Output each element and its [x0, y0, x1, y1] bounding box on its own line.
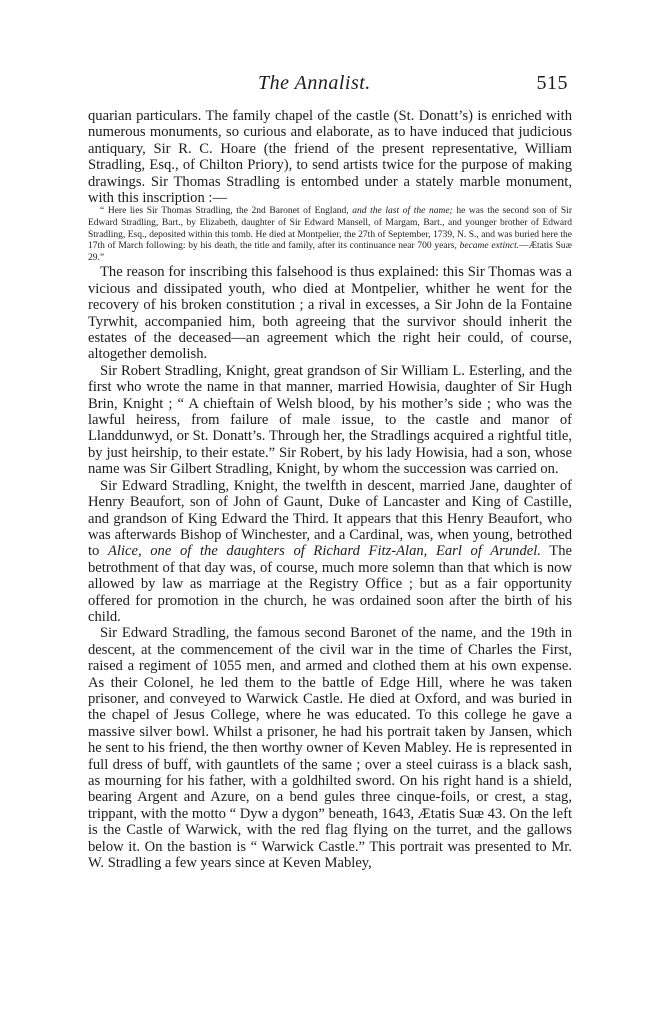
page-number: 515: [536, 72, 568, 94]
running-title: The Annalist.: [258, 72, 371, 94]
book-page: [88, 72, 572, 871]
paragraph-sir-robert: Sir Robert Stradling, Knight, great grandson of Sir William L. Esterling, and the first who wrote the name in that manner, married Howisia, daughter of Sir Hugh Brin, Knight ; “ A chieftain of Welsh blood, by his mother’s side ; who was the lawful heiress, from failure of male issue, to the castle and manor of Llanddunwyd, or St. Donatt’s. Through her, the Stradlings acquired a rightful title, by just heirship, to their estate.” Sir Robert, by his lady Howisia, had a son, whose name was Sir Gilbert Stradling, Knight, by whom the succession was carried on.: [88, 362, 572, 478]
inscription-italic-b: became extinct.: [459, 241, 520, 252]
edward-text-italic: Alice, one of the daughters of Richard Fitz-Alan, Earl of Arundel.: [108, 543, 541, 560]
body-text: [88, 108, 572, 871]
inscription-text-c: —Ætatis Suæ 29.”: [88, 241, 573, 263]
inscription-italic-a: and the last of the name;: [352, 206, 453, 217]
edward-text-after: The betrothment of that day was, of course, much more solemn than that which is now allowed by law as marriage at the Registry Office ; but as a fair opportunity offered for promotion in the church, he was ordained soon after the birth of his child.: [88, 543, 573, 625]
paragraph-falsehood: The reason for inscribing this falsehood is thus explained: this Sir Thomas was a vicious and dissipated youth, who died at Montpelier, whither he went for the recovery of his broken constitution ; a rival in excesses, a Sir John de la Fontaine Tyrwhit, accompanied him, both agreeing that the survivor should inherit the estates of the deceased—an agreement which the right heir could, of course, altogether demolish.: [88, 264, 572, 363]
inscription-text-a: “ Here lies Sir Thomas Stradling, the 2nd Baronet of England,: [100, 206, 353, 217]
paragraph-second-baronet: Sir Edward Stradling, the famous second Baronet of the name, and the 19th in descent, at the commencement of the civil war in the time of Charles the First, raised a regiment of 1055 men, and armed and clothed them at his own expense. As their Colonel, he led them to the battle of Edge Hill, where he was taken prisoner, and conveyed to Warwick Castle. He died at Oxford, and was buried in the chapel of Jesus College, where he was educated. To this college he gave a massive silver bowl. Whilst a prisoner, he had his portrait taken by Jansen, which he sent to his friend, the then worthy owner of Keven Mabley. He is represented in full dress of buff, with gauntlets of the same ; over a steel cuirass is a black sash, as mourning for his father, with a goldhilted sword. On his right hand is a shield, bearing Argent and Azure, on a bend gules three cinque-foils, or crest, a stag, trippant, with the motto “ Dyw a dygon” beneath, 1643, Ætatis Suæ 43. On the left is the Castle of Warwick, with the red flag flying on the turret, and the gallows below it. On the bastion is “ Warwick Castle.” This portrait was presented to Mr. W. Stradling a few years since at Keven Mabley,: [88, 625, 572, 872]
edward-text-before: Sir Edward Stradling, Knight, the twelfth in descent, married Jane, daughter of Henry Beaufort, son of John of Gaunt, Duke of Lancaster and King of Castille, and grandson of King Edward the Third. It appears that this Henry Beaufort, who was afterwards Bishop of Winchester, and a Cardinal, was, when young, betrothed to: [88, 477, 572, 560]
inscription-text-b: he was the second son of Sir Edward Stradling, Bart., by Elizabeth, daughter of Sir Edward Mansell, of Margam, Bart., and younger brother of Edward Stradling, Esq., deposited within this tomb. He died at Montpelier, the 27th of September, 1739, N. S., and was buried here the 17th of March following: by his death, the title and family, after its continuance near 700 years,: [88, 206, 572, 252]
running-head: [88, 72, 572, 98]
paragraph-chapel: quarian particulars. The family chapel of the castle (St. Donatt’s) is enriched with numerous monuments, so curious and elaborate, as to have induced that judicious antiquary, Sir R. C. Hoare (the friend of the present representative, William Stradling, Esq., of Chilton Priory), to send artists twice for the purpose of making drawings. Sir Thomas Stradling is entombed under a stately marble monument, with this inscription :—: [88, 108, 572, 207]
inscription-quote: [88, 206, 572, 264]
paragraph-sir-edward-knight: [88, 478, 572, 626]
